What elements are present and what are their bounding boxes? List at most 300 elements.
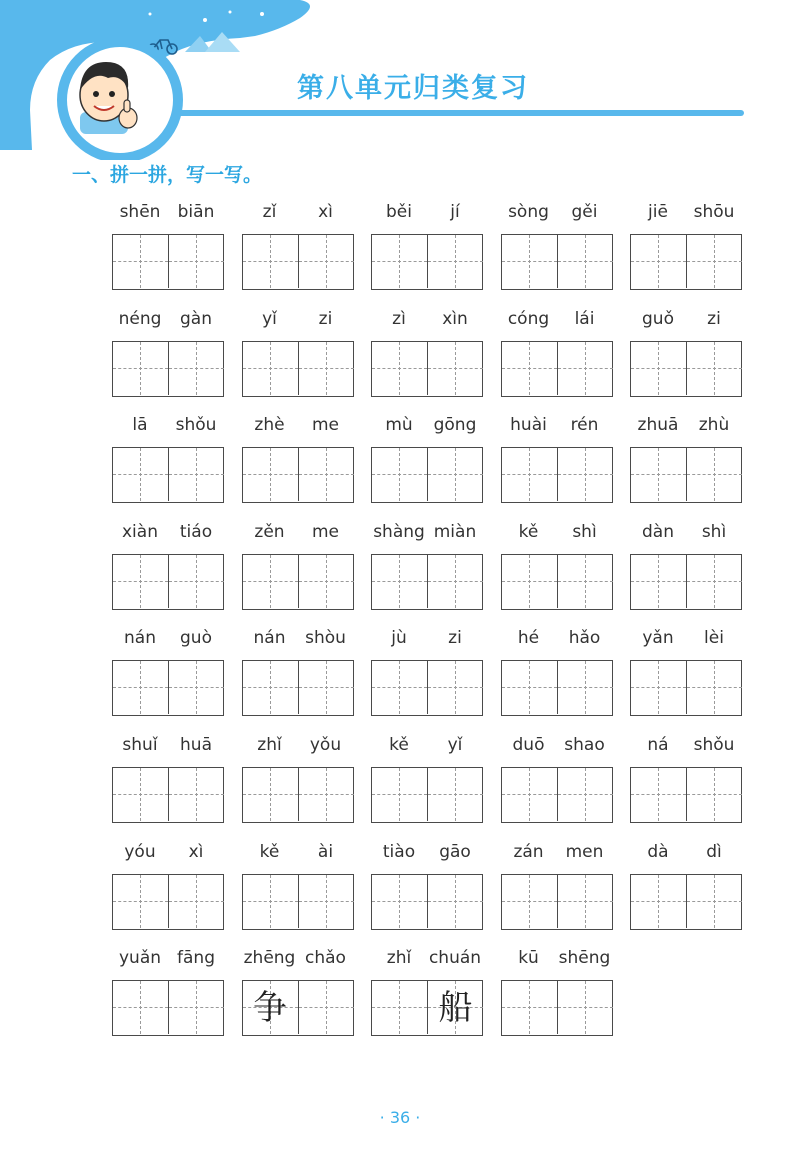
writing-cell[interactable] <box>372 875 427 928</box>
pinyin-syllable: zhǐ <box>386 948 412 969</box>
pinyin-label <box>501 415 613 439</box>
exercise-row <box>112 731 752 831</box>
writing-cell[interactable] <box>298 555 354 608</box>
writing-cell[interactable] <box>298 768 354 821</box>
pinyin-syllable: guò <box>180 628 212 649</box>
tianzige-box <box>242 874 354 930</box>
pinyin-syllable: kě <box>259 841 280 862</box>
written-character <box>299 983 354 1033</box>
written-character <box>169 450 224 500</box>
pinyin-label <box>630 628 742 652</box>
pinyin-syllable: kě <box>389 735 409 755</box>
tianzige-box <box>242 767 354 823</box>
word-exercise <box>242 198 354 298</box>
written-character <box>372 663 427 713</box>
tianzige-box <box>242 341 354 397</box>
written-character <box>372 770 427 820</box>
pinyin-label <box>112 202 224 226</box>
written-character <box>631 450 686 500</box>
pinyin-syllable: yóu <box>124 841 156 862</box>
writing-cell[interactable] <box>168 555 224 608</box>
writing-cell[interactable] <box>557 235 613 288</box>
pinyin-label <box>501 842 613 866</box>
pinyin-syllable: tiào <box>382 841 416 862</box>
word-exercise <box>501 198 613 298</box>
written-character <box>558 344 613 394</box>
pinyin-syllable: sòng <box>508 202 549 222</box>
writing-cell[interactable] <box>686 555 742 608</box>
written-character <box>243 237 298 287</box>
written-character <box>428 663 483 713</box>
writing-cell[interactable] <box>243 661 298 714</box>
writing-cell[interactable] <box>427 768 483 821</box>
writing-cell[interactable] <box>243 448 298 501</box>
pinyin-syllable: zhè <box>254 415 285 436</box>
word-exercise <box>242 624 354 724</box>
pinyin-label <box>630 522 742 546</box>
written-character <box>631 344 686 394</box>
pinyin-label <box>371 522 483 546</box>
writing-cell[interactable] <box>243 981 298 1034</box>
word-exercise <box>501 944 613 1044</box>
written-character <box>169 877 224 927</box>
pinyin-syllable: zi <box>318 308 333 329</box>
writing-cell[interactable] <box>557 981 613 1034</box>
written-character <box>502 663 557 713</box>
writing-cell[interactable] <box>631 555 686 608</box>
pinyin-label <box>501 522 613 546</box>
pinyin-syllable: shuǐ <box>122 735 158 755</box>
writing-cell[interactable] <box>427 981 483 1034</box>
pinyin-label <box>112 415 224 439</box>
tianzige-box <box>242 980 354 1036</box>
pinyin-syllable: cóng <box>507 308 550 329</box>
pinyin-syllable: shì <box>572 521 597 542</box>
pinyin-label <box>242 202 354 226</box>
pinyin-syllable: zhù <box>698 415 730 436</box>
writing-cell[interactable] <box>168 235 224 288</box>
pinyin-syllable: xiàn <box>122 521 158 542</box>
written-character <box>372 557 427 607</box>
writing-cell[interactable] <box>243 555 298 608</box>
written-character <box>428 237 483 287</box>
written-character <box>631 237 686 287</box>
writing-cell[interactable] <box>298 448 354 501</box>
writing-cell[interactable] <box>372 342 427 395</box>
writing-cell[interactable] <box>686 875 742 928</box>
word-exercise <box>242 411 354 511</box>
writing-cell[interactable] <box>298 875 354 928</box>
written-character <box>687 770 742 820</box>
written-character <box>687 557 742 607</box>
pinyin-syllable: yǐ <box>262 308 277 329</box>
written-character <box>502 770 557 820</box>
pinyin-label <box>112 842 224 866</box>
pinyin-label <box>112 735 224 759</box>
writing-cell[interactable] <box>631 342 686 395</box>
writing-cell[interactable] <box>372 448 427 501</box>
word-exercise <box>242 944 354 1044</box>
tianzige-box <box>242 660 354 716</box>
word-exercise <box>630 411 742 511</box>
tianzige-box <box>371 234 483 290</box>
written-character <box>428 557 483 607</box>
pinyin-syllable: dà <box>647 841 669 862</box>
pinyin-label <box>371 842 483 866</box>
written-character <box>631 663 686 713</box>
writing-cell[interactable] <box>168 661 224 714</box>
tianzige-box <box>371 874 483 930</box>
writing-cell[interactable] <box>427 875 483 928</box>
pinyin-syllable: zi <box>448 628 462 649</box>
tianzige-box <box>630 660 742 716</box>
pinyin-label <box>630 309 742 333</box>
writing-cell[interactable] <box>372 981 427 1034</box>
word-exercise <box>630 731 742 831</box>
writing-cell[interactable] <box>113 555 168 608</box>
written-character: 争 <box>253 988 287 1029</box>
written-character <box>299 770 354 820</box>
pinyin-syllable: nán <box>253 628 286 649</box>
writing-cell[interactable] <box>243 875 298 928</box>
written-character <box>299 450 354 500</box>
word-exercise <box>501 411 613 511</box>
pinyin-label <box>371 309 483 333</box>
pinyin-syllable: zǐ <box>262 202 277 222</box>
written-character <box>428 344 483 394</box>
tianzige-box <box>501 447 613 503</box>
writing-cell[interactable] <box>298 342 354 395</box>
writing-cell[interactable] <box>502 235 557 288</box>
written-character <box>558 557 613 607</box>
pinyin-syllable: yǎn <box>642 628 674 649</box>
writing-cell[interactable] <box>557 555 613 608</box>
pinyin-label <box>501 948 613 972</box>
written-character <box>243 770 298 820</box>
written-character <box>687 237 742 287</box>
pinyin-syllable: fāng <box>177 948 215 969</box>
pinyin-syllable: gěi <box>571 202 598 222</box>
pinyin-syllable: zì <box>392 308 406 329</box>
writing-cell[interactable] <box>168 448 224 501</box>
written-character <box>113 450 168 500</box>
writing-cell[interactable] <box>113 448 168 501</box>
pinyin-label <box>371 948 483 972</box>
written-character <box>428 770 483 820</box>
exercise-row <box>112 305 752 405</box>
tianzige-box <box>242 234 354 290</box>
tianzige-box <box>242 447 354 503</box>
written-character <box>558 770 613 820</box>
pinyin-syllable: shǒu <box>693 735 735 755</box>
writing-cell[interactable] <box>502 981 557 1034</box>
word-exercise <box>371 731 483 831</box>
pinyin-label <box>371 735 483 759</box>
pinyin-syllable: zhēng <box>243 948 296 969</box>
written-character <box>299 557 354 607</box>
word-exercise <box>630 198 742 298</box>
word-exercise <box>112 731 224 831</box>
writing-cell[interactable] <box>686 342 742 395</box>
writing-cell[interactable] <box>686 448 742 501</box>
word-exercise <box>371 518 483 618</box>
tianzige-box <box>501 234 613 290</box>
tianzige-box <box>630 234 742 290</box>
pinyin-syllable: huā <box>180 735 212 755</box>
pinyin-label <box>112 948 224 972</box>
tianzige-box <box>112 554 224 610</box>
word-exercise <box>112 305 224 405</box>
writing-cell[interactable] <box>557 448 613 501</box>
pinyin-label <box>242 735 354 759</box>
writing-cell[interactable] <box>631 768 686 821</box>
writing-cell[interactable] <box>557 768 613 821</box>
written-character <box>169 983 224 1033</box>
writing-cell[interactable] <box>298 981 354 1034</box>
tianzige-box <box>501 660 613 716</box>
tianzige-box <box>112 447 224 503</box>
written-character <box>502 237 557 287</box>
pinyin-syllable: shēn <box>119 202 161 222</box>
writing-cell[interactable] <box>502 768 557 821</box>
word-exercise <box>501 731 613 831</box>
pinyin-label <box>501 628 613 652</box>
pinyin-label <box>501 202 613 226</box>
written-character <box>502 450 557 500</box>
written-character <box>372 344 427 394</box>
pinyin-label <box>371 415 483 439</box>
pinyin-syllable: kě <box>518 521 539 542</box>
writing-cell[interactable] <box>372 768 427 821</box>
pinyin-label <box>112 522 224 546</box>
pinyin-label <box>630 735 742 759</box>
written-character <box>372 983 427 1033</box>
pinyin-syllable: chuán <box>428 948 482 969</box>
writing-cell[interactable] <box>372 235 427 288</box>
written-character <box>169 344 224 394</box>
title-underline <box>140 110 744 116</box>
section-title: 一、拼一拼，写一写。 <box>72 164 263 186</box>
word-exercise <box>630 838 742 938</box>
writing-cell[interactable] <box>243 342 298 395</box>
written-character <box>113 770 168 820</box>
pinyin-syllable: tiáo <box>179 521 213 542</box>
written-character <box>243 344 298 394</box>
writing-cell[interactable] <box>631 875 686 928</box>
writing-cell[interactable] <box>113 342 168 395</box>
word-exercise <box>112 518 224 618</box>
pinyin-label <box>242 309 354 333</box>
writing-cell[interactable] <box>168 875 224 928</box>
pinyin-syllable: dì <box>706 841 722 862</box>
writing-cell[interactable] <box>113 661 168 714</box>
word-exercise <box>501 838 613 938</box>
pinyin-label <box>242 948 354 972</box>
tianzige-box <box>630 874 742 930</box>
tianzige-box <box>112 234 224 290</box>
written-character <box>558 983 613 1033</box>
tianzige-box <box>371 554 483 610</box>
pinyin-label <box>630 415 742 439</box>
writing-cell[interactable] <box>502 448 557 501</box>
writing-cell[interactable] <box>557 342 613 395</box>
pinyin-label <box>371 202 483 226</box>
pinyin-syllable: kū <box>518 948 539 969</box>
writing-cell[interactable] <box>243 235 298 288</box>
pinyin-syllable: nán <box>124 628 156 649</box>
pinyin-syllable: hé <box>517 628 540 649</box>
pinyin-syllable: zhǐ <box>257 735 282 755</box>
writing-cell[interactable] <box>557 661 613 714</box>
written-character <box>631 770 686 820</box>
writing-cell[interactable] <box>298 235 354 288</box>
written-character <box>502 983 557 1033</box>
writing-cell[interactable] <box>113 768 168 821</box>
pinyin-syllable: men <box>565 841 604 862</box>
written-character <box>687 663 742 713</box>
writing-cell[interactable] <box>557 875 613 928</box>
pinyin-syllable: zhuā <box>637 415 679 436</box>
pinyin-syllable: duō <box>512 735 545 755</box>
pinyin-syllable: yǒu <box>309 735 342 755</box>
word-exercise <box>630 305 742 405</box>
writing-cell[interactable] <box>168 768 224 821</box>
pinyin-syllable: biān <box>177 202 215 222</box>
exercise-row <box>112 944 752 1044</box>
tianzige-box <box>501 874 613 930</box>
written-character <box>631 557 686 607</box>
word-exercise <box>242 518 354 618</box>
writing-cell[interactable] <box>686 768 742 821</box>
tianzige-box <box>242 554 354 610</box>
written-character <box>299 344 354 394</box>
writing-cell[interactable] <box>372 555 427 608</box>
word-exercise <box>501 624 613 724</box>
tianzige-box <box>112 660 224 716</box>
writing-cell[interactable] <box>427 448 483 501</box>
written-character <box>169 663 224 713</box>
pinyin-syllable: shàng <box>373 521 425 542</box>
writing-cell[interactable] <box>502 875 557 928</box>
writing-cell[interactable] <box>427 661 483 714</box>
tianzige-box <box>630 554 742 610</box>
exercise-row <box>112 198 752 298</box>
pinyin-syllable: xì <box>318 202 333 222</box>
writing-cell[interactable] <box>631 448 686 501</box>
pinyin-syllable: yǐ <box>447 735 463 755</box>
pinyin-label <box>501 309 613 333</box>
writing-cell[interactable] <box>113 981 168 1034</box>
writing-cell[interactable] <box>298 661 354 714</box>
word-exercise <box>501 518 613 618</box>
pinyin-syllable: zi <box>707 308 721 329</box>
writing-cell[interactable] <box>631 235 686 288</box>
pinyin-syllable: xìn <box>442 308 468 329</box>
writing-cell[interactable] <box>502 342 557 395</box>
tianzige-box <box>630 767 742 823</box>
tianzige-box <box>501 554 613 610</box>
word-exercise <box>112 411 224 511</box>
word-exercise <box>112 944 224 1044</box>
pinyin-syllable: yuǎn <box>118 948 162 969</box>
word-exercise <box>112 624 224 724</box>
written-character <box>428 450 483 500</box>
page-number: · 36 · <box>379 1108 421 1127</box>
pinyin-label <box>242 628 354 652</box>
word-exercise <box>371 198 483 298</box>
word-exercise <box>242 305 354 405</box>
pinyin-syllable: gōng <box>433 415 477 436</box>
writing-cell[interactable] <box>427 555 483 608</box>
writing-cell[interactable] <box>502 661 557 714</box>
tianzige-box <box>371 447 483 503</box>
pinyin-label <box>112 628 224 652</box>
tianzige-box <box>112 980 224 1036</box>
pinyin-syllable: shao <box>564 735 605 755</box>
written-character <box>243 450 298 500</box>
written-character <box>428 877 483 927</box>
writing-cell[interactable] <box>113 235 168 288</box>
tianzige-box <box>371 980 483 1036</box>
word-exercise <box>630 518 742 618</box>
writing-cell[interactable] <box>631 661 686 714</box>
word-exercise <box>371 305 483 405</box>
writing-cell[interactable] <box>502 555 557 608</box>
pinyin-syllable: miàn <box>433 521 477 542</box>
writing-cell[interactable] <box>427 235 483 288</box>
written-character <box>113 344 168 394</box>
written-character <box>631 877 686 927</box>
pinyin-label <box>242 842 354 866</box>
writing-cell[interactable] <box>168 342 224 395</box>
pinyin-syllable: guǒ <box>642 308 674 329</box>
written-character <box>243 557 298 607</box>
word-exercise <box>112 198 224 298</box>
word-exercise <box>501 305 613 405</box>
writing-cell[interactable] <box>168 981 224 1034</box>
written-character <box>687 877 742 927</box>
writing-cell[interactable] <box>686 661 742 714</box>
pinyin-label <box>112 309 224 333</box>
written-character <box>243 663 298 713</box>
written-character <box>113 983 168 1033</box>
written-character <box>299 877 354 927</box>
pinyin-label <box>242 415 354 439</box>
written-character <box>243 877 298 927</box>
page-title: 第八单元归类复习 <box>297 73 529 104</box>
tianzige-box <box>371 767 483 823</box>
writing-cell[interactable] <box>686 235 742 288</box>
writing-cell[interactable] <box>427 342 483 395</box>
writing-cell[interactable] <box>243 768 298 821</box>
writing-cell[interactable] <box>113 875 168 928</box>
written-character <box>502 557 557 607</box>
written-character <box>558 450 613 500</box>
word-exercise <box>371 838 483 938</box>
writing-cell[interactable] <box>372 661 427 714</box>
written-character <box>169 237 224 287</box>
tianzige-box <box>371 341 483 397</box>
written-character <box>299 237 354 287</box>
tianzige-box <box>630 447 742 503</box>
written-character <box>558 237 613 287</box>
word-exercise <box>371 944 483 1044</box>
written-character <box>502 877 557 927</box>
written-character: 船 <box>438 988 473 1029</box>
pinyin-syllable: shì <box>701 521 727 542</box>
tianzige-box <box>112 874 224 930</box>
pinyin-label <box>630 842 742 866</box>
